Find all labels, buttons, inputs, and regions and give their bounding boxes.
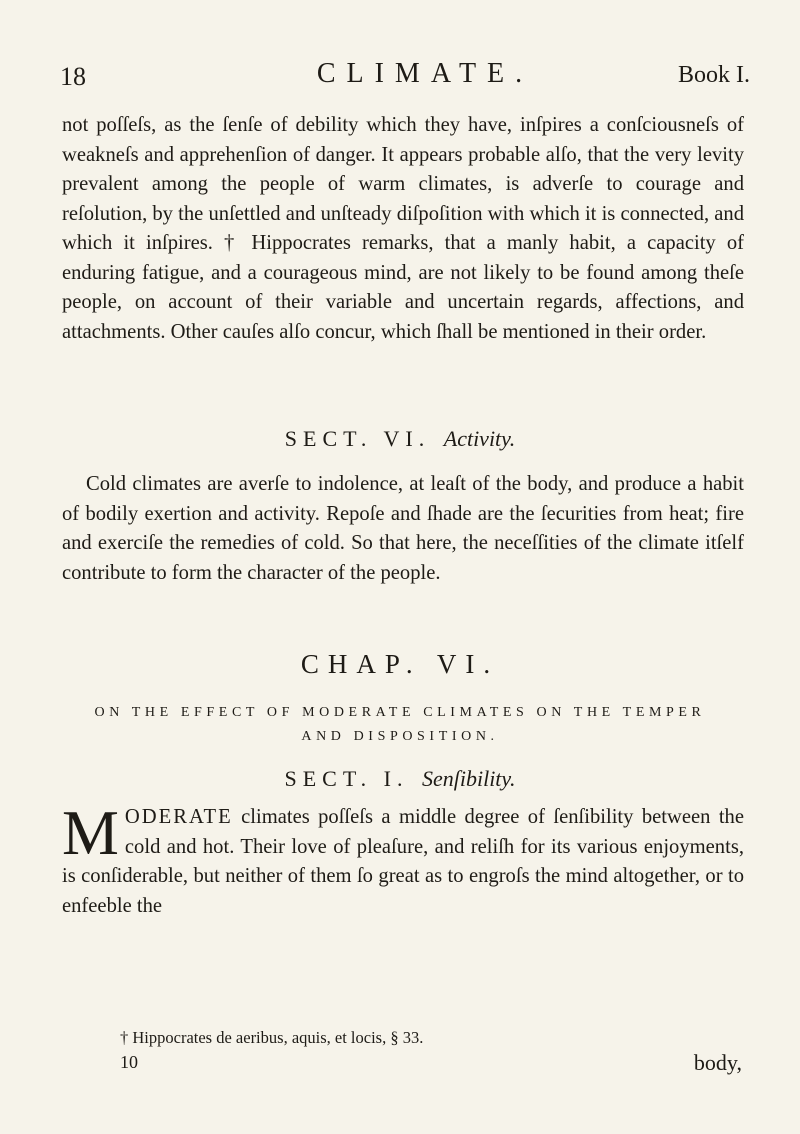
section-heading-sensibility bbox=[0, 766, 800, 792]
section-title: Activity. bbox=[443, 426, 516, 451]
page-number: 18 bbox=[60, 62, 86, 91]
catchword: body, bbox=[693, 1050, 742, 1075]
book-reference: Book I. bbox=[678, 62, 750, 88]
chapter-subtitle: ON THE EFFECT OF MODERATE CLIMATES ON THE TEMPER AND DISPOSITION. bbox=[94, 705, 706, 744]
running-head bbox=[60, 58, 750, 98]
running-title: CLIMATE. bbox=[316, 58, 534, 89]
paragraph-text: climates poſſeſs a middle degree of ſenſibility between the cold and hot. Their love of pleaſure, and reliſh for its various enjoyments, is conſiderable, but neither of them ſo great as to engroſs the mind altogether, or to enfeeble the bbox=[62, 806, 744, 917]
section-label: SECT. VI. bbox=[284, 426, 431, 451]
section-title: Senſibility. bbox=[421, 766, 516, 791]
paragraph-activity: Cold climates are averſe to indolence, at leaſt of the body, and produce a habit of bodily exertion and activity. Repoſe and ſhade are the ſecurities from heat; fire and exerciſe the remedies of cold. So that here, the neceſſities of the climate itſelf contribute to form the character of the people. bbox=[62, 473, 744, 584]
small-caps-word: ODERATE bbox=[124, 806, 233, 828]
section-label: SECT. I. bbox=[284, 766, 409, 791]
drop-cap: M bbox=[62, 797, 119, 868]
paragraph-sensibility bbox=[62, 797, 744, 921]
section-heading-activity bbox=[0, 426, 800, 452]
footnote: † Hippocrates de aeribus, aquis, et locis, § 33. bbox=[120, 1028, 424, 1047]
paragraph-courage: not poſſeſs, as the ſenſe of debility which they have, inſpires a conſciousneſs of weakneſs and apprehenſion of danger. It appears probable alſo, that the very levity prevalent among the people of warm climates, is adverſe to courage and reſolution, by the unſettled and unſteady diſpoſition with which it is connected, and which it inſpires. † Hippocrates remarks, that a manly habit, a capacity of enduring fatigue, and a courageous mind, are not likely to be found among theſe people, on account of their variable and uncertain regards, affections, and attachments. Other cauſes alſo concur, which ſhall be mentioned in their order. bbox=[62, 114, 744, 343]
signature-mark: 10 bbox=[120, 1052, 138, 1072]
chapter-title: CHAP. VI. bbox=[300, 649, 500, 679]
